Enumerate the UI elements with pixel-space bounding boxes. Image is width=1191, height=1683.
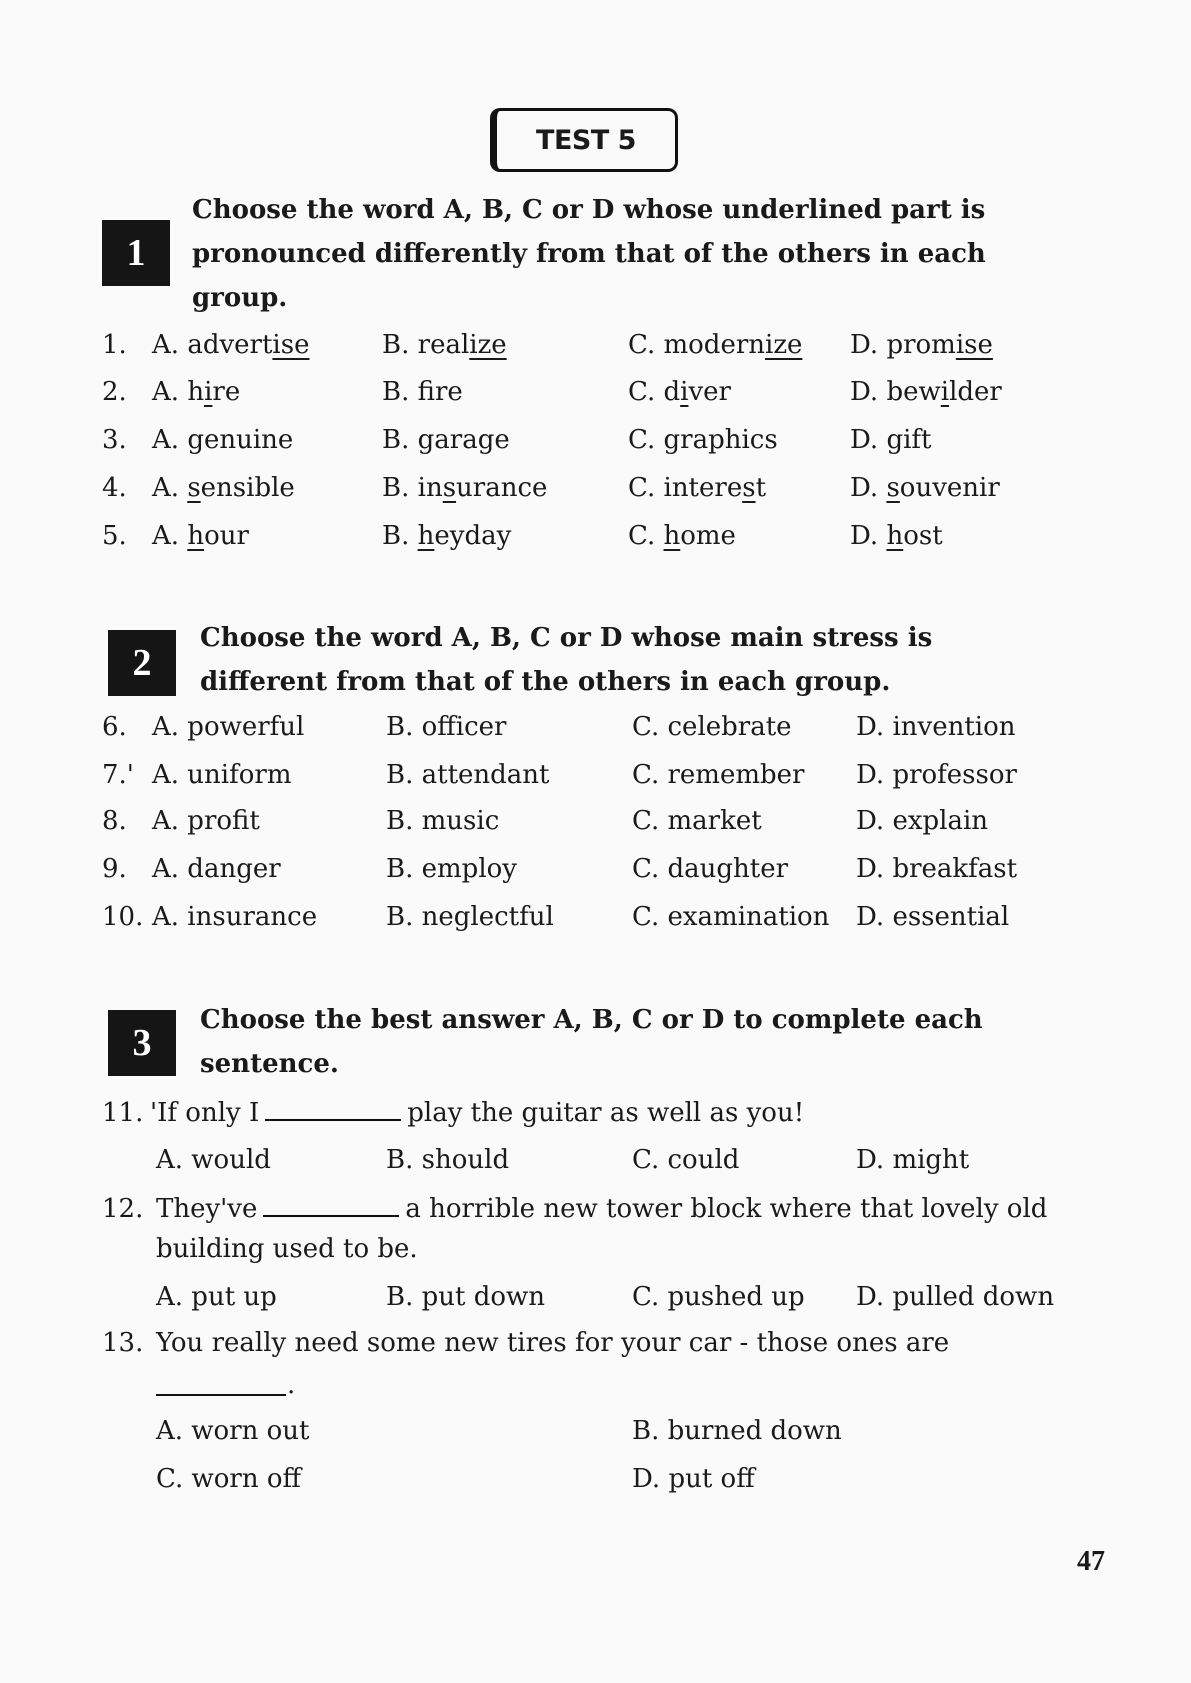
question-number: 6. [102,712,127,742]
word-end: re [434,377,463,407]
answer-blank [265,1093,401,1121]
word-start: bew [886,377,941,407]
option-letter: B. [382,521,410,551]
option-b: B. officer [386,712,507,742]
question-stem [150,1090,804,1136]
option-c: C. examination [632,902,830,932]
underlined-part: h [187,521,205,551]
word-end: ome [680,521,736,551]
option-letter: D. [850,330,879,360]
word-start: real [417,330,470,360]
option-d [850,322,993,368]
underlined-part: i [680,377,689,407]
option-b [382,513,511,559]
section-3-instruction: Choose the best answer A, B, C or D to complete each sentence. [200,1005,983,1079]
question-number: 11. [102,1098,144,1128]
question-11-options [0,1137,1191,1183]
word-start: in [417,473,443,503]
question-number: 8. [102,806,127,836]
option-letter: D. [850,473,879,503]
question-number: 10. [102,902,144,932]
word-end: our [204,521,249,551]
option-letter: D. [850,425,879,455]
option-c [628,417,778,463]
underlined-part: ise [955,330,993,360]
word-start: graphics [663,425,778,455]
option-letter: D. [850,377,879,407]
question-2 [0,369,1191,415]
underlined-part: ise [272,330,310,360]
stem-before: You really need some new tires for your car - those ones are [156,1328,950,1358]
stem-before: They've [156,1194,258,1224]
option-a: A. profit [152,806,260,836]
option-letter: C. [628,425,656,455]
section-3-number: 3 [108,1010,176,1076]
option-letter: A. [152,377,180,407]
option-a: A. worn out [156,1416,310,1446]
question-number: 5. [102,521,127,551]
page-number: 47 [1077,1546,1105,1577]
question-number: 9. [102,854,127,884]
question-13-options-row-1 [0,1408,1191,1454]
option-letter: B. [382,330,410,360]
section-1-instruction: Choose the word A, B, C or D whose underlined part is pronounced differently from that of the others in each group. [192,195,986,313]
question-9 [0,846,1191,892]
option-c [628,513,736,559]
option-b: B. neglectful [386,902,554,932]
question-6 [0,704,1191,750]
option-d: D. put off [632,1464,755,1494]
stem-after: . [287,1370,296,1400]
word-start: garage [417,425,510,455]
underlined-part: s [886,473,900,503]
stem-after: a horrible new tower block where that lovely old [405,1194,1048,1224]
option-letter: A. [152,330,180,360]
word-end: re [212,377,241,407]
question-number: 13. [102,1328,144,1358]
option-a: A. uniform [152,760,292,790]
option-b: B. music [386,806,500,836]
option-c [628,322,802,368]
underlined-part: s [442,473,457,503]
option-d: D. invention [856,712,1016,742]
option-d [850,513,943,559]
word-start: genuine [187,425,294,455]
option-b [382,465,547,511]
question-number: 4. [102,473,127,503]
word-start: h [187,377,205,407]
stem-after: play the guitar as well as you! [407,1098,805,1128]
option-a: A. would [156,1145,271,1175]
word-end: lder [949,377,1002,407]
option-b: B. burned down [632,1416,842,1446]
option-letter: A. [152,425,180,455]
section-2-instruction: Choose the word A, B, C or D whose main stress is different from that of the others in each group. [200,623,933,697]
option-c [628,369,731,415]
option-a [152,417,293,463]
option-a [152,465,295,511]
word-start: gift [886,425,932,455]
underlined-part: h [417,521,435,551]
section-2-number: 2 [108,630,176,696]
question-5 [0,513,1191,559]
option-c: C. celebrate [632,712,792,742]
word-start: d [663,377,681,407]
question-10 [0,894,1191,940]
question-1 [0,322,1191,368]
option-a: A. insurance [152,902,318,932]
question-number: 2. [102,377,127,407]
option-d: D. might [856,1145,970,1175]
option-a [152,322,309,368]
option-a [152,513,249,559]
question-13 [0,1320,1191,1366]
option-c: C. pushed up [632,1282,805,1312]
option-a [152,369,240,415]
underlined-part: i [204,377,213,407]
word-start: f [417,377,435,407]
option-b: B. put down [386,1282,546,1312]
option-b: B. should [386,1145,510,1175]
option-a: A. put up [156,1282,277,1312]
option-d: D. pulled down [856,1282,1055,1312]
question-11 [0,1090,1191,1136]
word-start: prom [886,330,956,360]
option-b: B. attendant [386,760,550,790]
option-b: B. employ [386,854,517,884]
option-b [382,417,510,463]
question-number: 1. [102,330,127,360]
underlined-part: ize [765,330,803,360]
option-d: D. breakfast [856,854,1018,884]
word-end: ost [903,521,943,551]
word-start: advert [187,330,273,360]
option-b [382,369,463,415]
underlined-part: h [886,521,904,551]
option-d [850,369,1002,415]
option-letter: C. [628,377,656,407]
option-d: D. explain [856,806,989,836]
underlined-part: i [940,377,950,407]
option-letter: A. [152,521,180,551]
option-c: C. remember [632,760,805,790]
word-end: ver [688,377,731,407]
option-c: C. market [632,806,762,836]
question-4 [0,465,1191,511]
question-number: 12. [102,1194,144,1224]
word-end: t [755,473,767,503]
stem-before: 'If only I [150,1098,260,1128]
option-letter: B. [382,377,410,407]
underlined-part: s [187,473,201,503]
option-letter: B. [382,473,410,503]
underlined-part: h [663,521,681,551]
option-c: C. could [632,1145,740,1175]
word-end: eyday [434,521,512,551]
question-13-options-row-2 [0,1456,1191,1502]
question-3 [0,417,1191,463]
word-end: urance [456,473,548,503]
option-d [850,465,1000,511]
option-letter: C. [628,330,656,360]
question-13-blank-row [0,1362,1191,1408]
stem-line-2: building used to be. [156,1234,418,1264]
question-12-continued [0,1226,1191,1272]
underlined-part: s [742,473,756,503]
option-c: C. daughter [632,854,789,884]
option-letter: D. [850,521,879,551]
word-start: intere [663,473,743,503]
option-letter: B. [382,425,410,455]
underlined-part: ize [469,330,507,360]
answer-blank [263,1189,399,1217]
question-number: 7.' [102,760,134,790]
option-b [382,322,507,368]
question-12-options [0,1274,1191,1320]
option-letter: C. [628,521,656,551]
question-8 [0,798,1191,844]
word-start: modern [663,330,766,360]
option-a: A. danger [152,854,281,884]
option-d [850,417,931,463]
question-7 [0,752,1191,798]
word-end: ensible [200,473,295,503]
word-end: ouvenir [899,473,1000,503]
option-d: D. professor [856,760,1017,790]
question-number: 3. [102,425,127,455]
option-c [628,465,766,511]
option-c: C. worn off [156,1464,301,1494]
option-a: A. powerful [152,712,305,742]
test-title: TEST 5 [490,108,678,172]
option-letter: A. [152,473,180,503]
option-letter: C. [628,473,656,503]
option-d: D. essential [856,902,1010,932]
section-1-number: 1 [102,220,170,286]
